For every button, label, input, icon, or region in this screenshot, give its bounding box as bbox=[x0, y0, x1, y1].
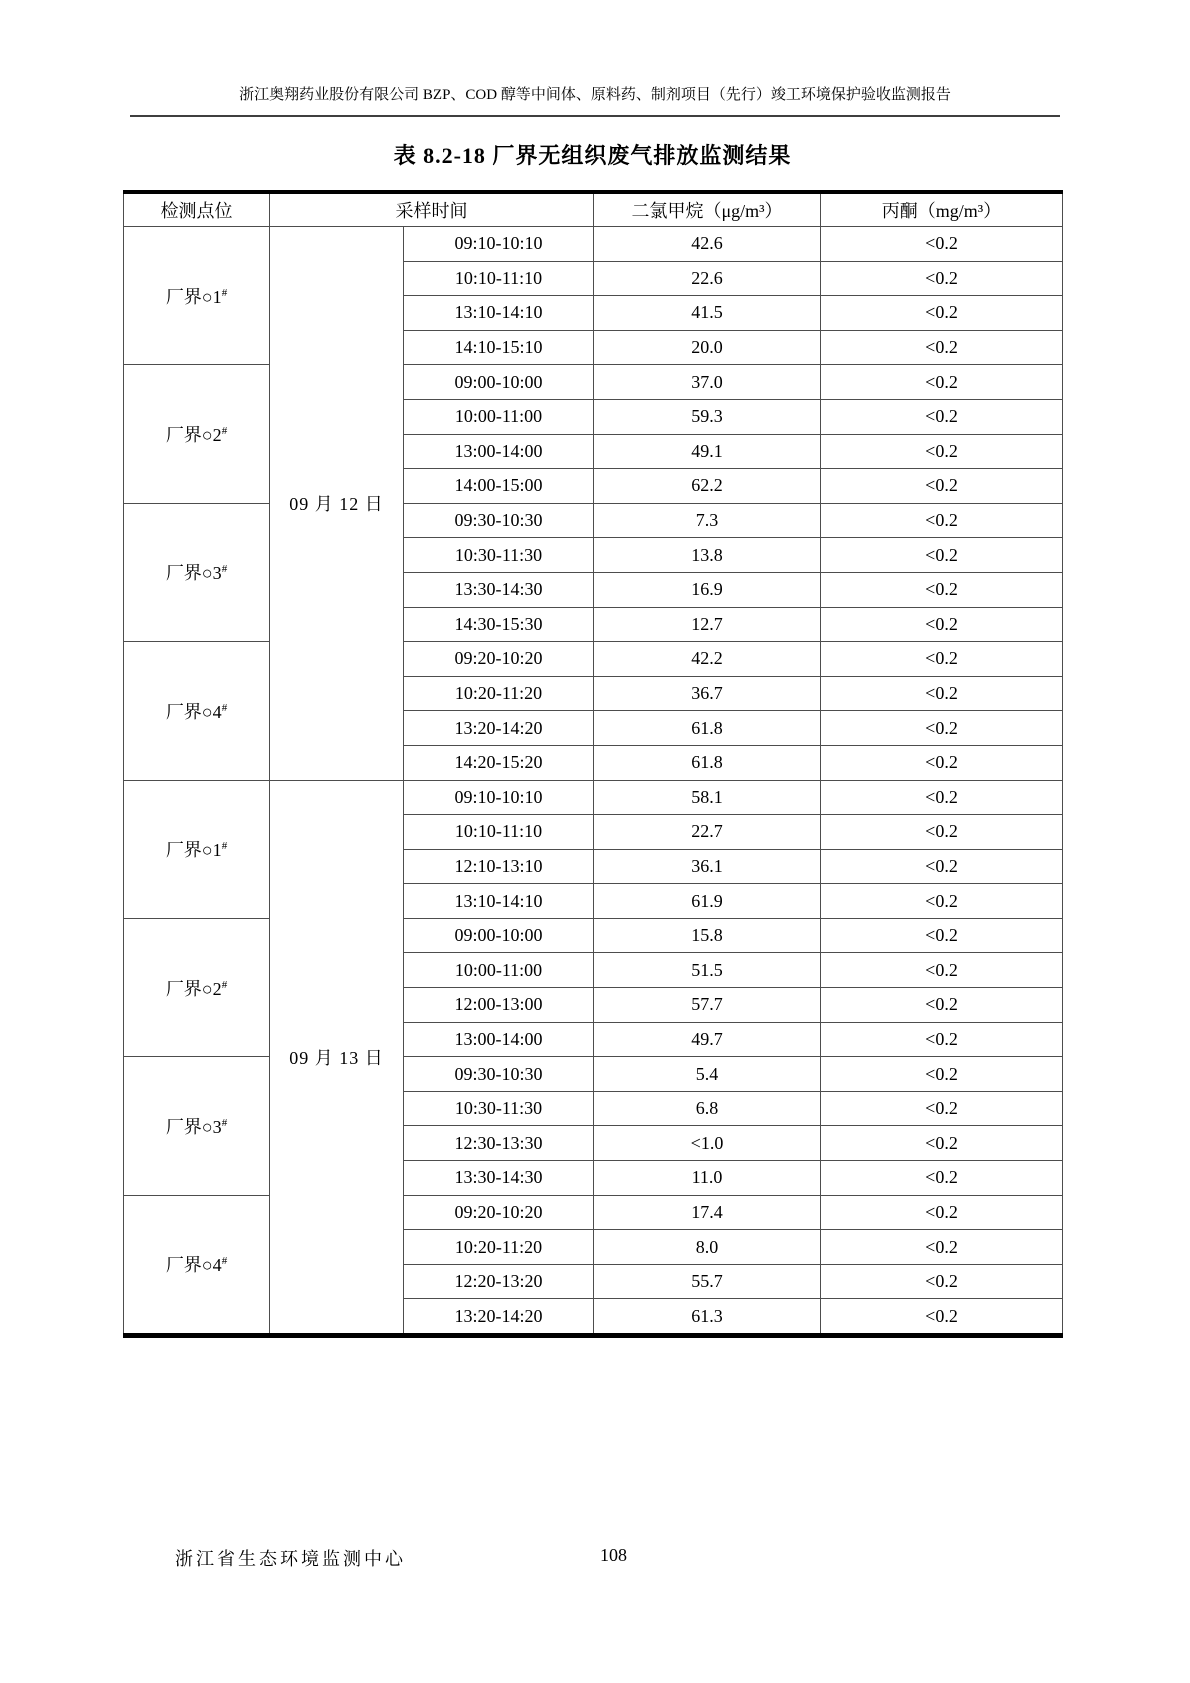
acetone-value-cell: <0.2 bbox=[821, 1161, 1063, 1196]
dichloromethane-value-cell: 15.8 bbox=[594, 918, 821, 953]
sampling-time-cell: 12:30-13:30 bbox=[404, 1126, 594, 1161]
sampling-time-cell: 13:00-14:00 bbox=[404, 434, 594, 469]
acetone-value-cell: <0.2 bbox=[821, 434, 1063, 469]
footer-page-number: 108 bbox=[600, 1545, 627, 1565]
monitoring-point-label: 厂界○2 bbox=[165, 978, 222, 999]
sampling-date-cell: 09 月 12 日 bbox=[270, 227, 404, 781]
acetone-value-cell: <0.2 bbox=[821, 538, 1063, 573]
dichloromethane-value-cell: 57.7 bbox=[594, 988, 821, 1023]
dichloromethane-value-cell: 51.5 bbox=[594, 953, 821, 988]
column-header-point: 检测点位 bbox=[124, 192, 270, 227]
acetone-value-cell: <0.2 bbox=[821, 745, 1063, 780]
acetone-value-cell: <0.2 bbox=[821, 469, 1063, 504]
dichloromethane-value-cell: 36.1 bbox=[594, 849, 821, 884]
column-header-dichloromethane: 二氯甲烷（μg/m³） bbox=[594, 192, 821, 227]
sampling-time-cell: 10:30-11:30 bbox=[404, 1091, 594, 1126]
acetone-value-cell: <0.2 bbox=[821, 399, 1063, 434]
acetone-value-cell: <0.2 bbox=[821, 296, 1063, 331]
monitoring-point-superscript: # bbox=[221, 701, 228, 714]
acetone-value-cell: <0.2 bbox=[821, 572, 1063, 607]
dichloromethane-value-cell: 36.7 bbox=[594, 676, 821, 711]
sampling-time-cell: 09:10-10:10 bbox=[404, 780, 594, 815]
monitoring-results-table bbox=[123, 190, 1063, 1338]
dichloromethane-value-cell: 12.7 bbox=[594, 607, 821, 642]
dichloromethane-value-cell: 61.8 bbox=[594, 745, 821, 780]
dichloromethane-value-cell: 55.7 bbox=[594, 1264, 821, 1299]
acetone-value-cell: <0.2 bbox=[821, 642, 1063, 677]
monitoring-point-label: 厂界○2 bbox=[165, 425, 222, 446]
table-row bbox=[124, 227, 1063, 262]
acetone-value-cell: <0.2 bbox=[821, 607, 1063, 642]
dichloromethane-value-cell: 58.1 bbox=[594, 780, 821, 815]
monitoring-point-superscript: # bbox=[221, 1116, 228, 1129]
acetone-value-cell: <0.2 bbox=[821, 1299, 1063, 1336]
monitoring-point-label: 厂界○1 bbox=[165, 840, 222, 861]
column-header-sampling-time: 采样时间 bbox=[270, 192, 594, 227]
acetone-value-cell: <0.2 bbox=[821, 884, 1063, 919]
sampling-time-cell: 13:30-14:30 bbox=[404, 1161, 594, 1196]
table-row bbox=[124, 1195, 1063, 1230]
sampling-time-cell: 14:00-15:00 bbox=[404, 469, 594, 504]
monitoring-point-cell bbox=[124, 1195, 270, 1335]
dichloromethane-value-cell: 59.3 bbox=[594, 399, 821, 434]
dichloromethane-value-cell: 61.8 bbox=[594, 711, 821, 746]
acetone-value-cell: <0.2 bbox=[821, 1195, 1063, 1230]
table-row bbox=[124, 1057, 1063, 1092]
table-row bbox=[124, 918, 1063, 953]
acetone-value-cell: <0.2 bbox=[821, 261, 1063, 296]
sampling-time-cell: 13:30-14:30 bbox=[404, 572, 594, 607]
acetone-value-cell: <0.2 bbox=[821, 988, 1063, 1023]
monitoring-point-cell bbox=[124, 1057, 270, 1195]
sampling-time-cell: 09:20-10:20 bbox=[404, 1195, 594, 1230]
sampling-time-cell: 14:10-15:10 bbox=[404, 330, 594, 365]
sampling-time-cell: 10:00-11:00 bbox=[404, 399, 594, 434]
dichloromethane-value-cell: 22.6 bbox=[594, 261, 821, 296]
sampling-time-cell: 13:10-14:10 bbox=[404, 296, 594, 331]
sampling-time-cell: 14:20-15:20 bbox=[404, 745, 594, 780]
dichloromethane-value-cell: 22.7 bbox=[594, 815, 821, 850]
table-row bbox=[124, 365, 1063, 400]
table-header-row bbox=[124, 192, 1063, 227]
acetone-value-cell: <0.2 bbox=[821, 815, 1063, 850]
dichloromethane-value-cell: 49.1 bbox=[594, 434, 821, 469]
sampling-time-cell: 12:20-13:20 bbox=[404, 1264, 594, 1299]
acetone-value-cell: <0.2 bbox=[821, 849, 1063, 884]
monitoring-point-cell bbox=[124, 503, 270, 641]
sampling-time-cell: 09:00-10:00 bbox=[404, 365, 594, 400]
acetone-value-cell: <0.2 bbox=[821, 780, 1063, 815]
monitoring-point-superscript: # bbox=[221, 1255, 228, 1268]
monitoring-point-cell bbox=[124, 918, 270, 1056]
acetone-value-cell: <0.2 bbox=[821, 365, 1063, 400]
monitoring-point-superscript: # bbox=[221, 563, 228, 576]
monitoring-point-superscript: # bbox=[221, 840, 228, 853]
acetone-value-cell: <0.2 bbox=[821, 1022, 1063, 1057]
dichloromethane-value-cell: 42.6 bbox=[594, 227, 821, 262]
dichloromethane-value-cell: 61.3 bbox=[594, 1299, 821, 1336]
sampling-time-cell: 12:00-13:00 bbox=[404, 988, 594, 1023]
monitoring-point-label: 厂界○4 bbox=[165, 1255, 222, 1276]
page-header: 浙江奥翔药业股份有限公司 BZP、COD 醇等中间体、原料药、制剂项目（先行）竣工环境保护验收监测报告 bbox=[130, 84, 1060, 117]
monitoring-point-superscript: # bbox=[221, 425, 228, 438]
monitoring-point-superscript: # bbox=[221, 286, 228, 299]
sampling-time-cell: 09:30-10:30 bbox=[404, 503, 594, 538]
acetone-value-cell: <0.2 bbox=[821, 1264, 1063, 1299]
dichloromethane-value-cell: 49.7 bbox=[594, 1022, 821, 1057]
sampling-time-cell: 09:00-10:00 bbox=[404, 918, 594, 953]
monitoring-point-cell bbox=[124, 365, 270, 503]
monitoring-point-superscript: # bbox=[221, 978, 228, 991]
dichloromethane-value-cell: 11.0 bbox=[594, 1161, 821, 1196]
table-row bbox=[124, 503, 1063, 538]
sampling-time-cell: 12:10-13:10 bbox=[404, 849, 594, 884]
acetone-value-cell: <0.2 bbox=[821, 503, 1063, 538]
sampling-time-cell: 10:20-11:20 bbox=[404, 1230, 594, 1265]
monitoring-point-cell bbox=[124, 642, 270, 780]
dichloromethane-value-cell: 7.3 bbox=[594, 503, 821, 538]
column-header-acetone: 丙酮（mg/m³） bbox=[821, 192, 1063, 227]
acetone-value-cell: <0.2 bbox=[821, 676, 1063, 711]
dichloromethane-value-cell: 61.9 bbox=[594, 884, 821, 919]
dichloromethane-value-cell: 20.0 bbox=[594, 330, 821, 365]
sampling-time-cell: 10:20-11:20 bbox=[404, 676, 594, 711]
sampling-time-cell: 10:10-11:10 bbox=[404, 261, 594, 296]
sampling-time-cell: 13:10-14:10 bbox=[404, 884, 594, 919]
dichloromethane-value-cell: 8.0 bbox=[594, 1230, 821, 1265]
dichloromethane-value-cell: 17.4 bbox=[594, 1195, 821, 1230]
acetone-value-cell: <0.2 bbox=[821, 330, 1063, 365]
monitoring-point-label: 厂界○4 bbox=[165, 701, 222, 722]
dichloromethane-value-cell: 6.8 bbox=[594, 1091, 821, 1126]
sampling-time-cell: 14:30-15:30 bbox=[404, 607, 594, 642]
sampling-time-cell: 09:10-10:10 bbox=[404, 227, 594, 262]
sampling-time-cell: 10:10-11:10 bbox=[404, 815, 594, 850]
acetone-value-cell: <0.2 bbox=[821, 953, 1063, 988]
sampling-time-cell: 10:00-11:00 bbox=[404, 953, 594, 988]
monitoring-point-label: 厂界○1 bbox=[165, 286, 222, 307]
table-row bbox=[124, 780, 1063, 815]
sampling-time-cell: 10:30-11:30 bbox=[404, 538, 594, 573]
dichloromethane-value-cell: 16.9 bbox=[594, 572, 821, 607]
dichloromethane-value-cell: 13.8 bbox=[594, 538, 821, 573]
dichloromethane-value-cell: 42.2 bbox=[594, 642, 821, 677]
sampling-time-cell: 09:30-10:30 bbox=[404, 1057, 594, 1092]
acetone-value-cell: <0.2 bbox=[821, 918, 1063, 953]
acetone-value-cell: <0.2 bbox=[821, 1230, 1063, 1265]
dichloromethane-value-cell: 5.4 bbox=[594, 1057, 821, 1092]
monitoring-point-label: 厂界○3 bbox=[165, 563, 222, 584]
monitoring-point-label: 厂界○3 bbox=[165, 1116, 222, 1137]
dichloromethane-value-cell: 41.5 bbox=[594, 296, 821, 331]
acetone-value-cell: <0.2 bbox=[821, 711, 1063, 746]
acetone-value-cell: <0.2 bbox=[821, 1126, 1063, 1161]
acetone-value-cell: <0.2 bbox=[821, 227, 1063, 262]
dichloromethane-value-cell: <1.0 bbox=[594, 1126, 821, 1161]
footer-organization: 浙江省生态环境监测中心 bbox=[175, 1549, 406, 1569]
dichloromethane-value-cell: 62.2 bbox=[594, 469, 821, 504]
sampling-time-cell: 13:20-14:20 bbox=[404, 1299, 594, 1336]
table-row bbox=[124, 642, 1063, 677]
monitoring-point-cell bbox=[124, 780, 270, 918]
table-title: 表 8.2-18 厂界无组织废气排放监测结果 bbox=[393, 143, 792, 168]
acetone-value-cell: <0.2 bbox=[821, 1091, 1063, 1126]
dichloromethane-value-cell: 37.0 bbox=[594, 365, 821, 400]
sampling-date-cell: 09 月 13 日 bbox=[270, 780, 404, 1336]
acetone-value-cell: <0.2 bbox=[821, 1057, 1063, 1092]
sampling-time-cell: 09:20-10:20 bbox=[404, 642, 594, 677]
sampling-time-cell: 13:00-14:00 bbox=[404, 1022, 594, 1057]
monitoring-point-cell bbox=[124, 227, 270, 365]
sampling-time-cell: 13:20-14:20 bbox=[404, 711, 594, 746]
